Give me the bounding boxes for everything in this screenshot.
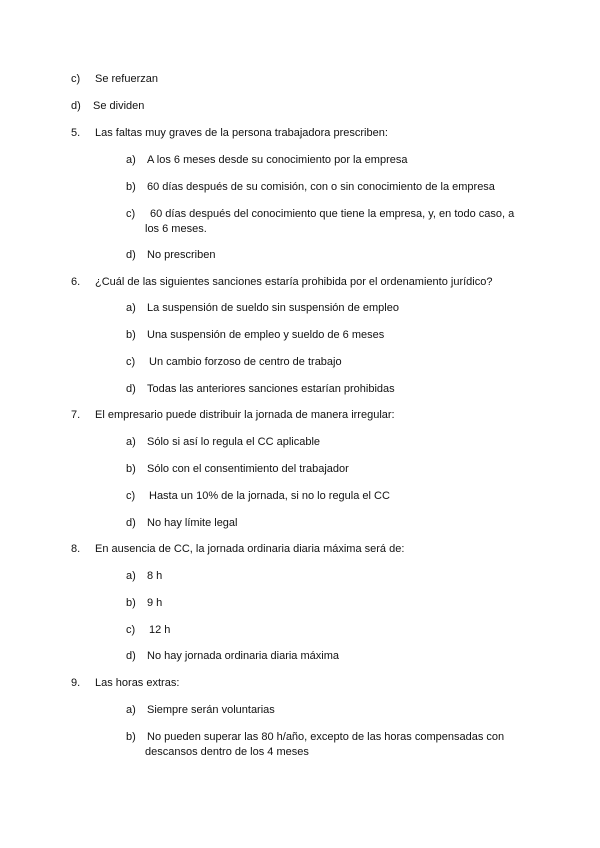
option-marker: b)	[126, 329, 136, 341]
option-marker: c)	[126, 624, 136, 636]
option-marker: d)	[126, 249, 136, 261]
option-marker: a)	[126, 436, 136, 448]
question-text: El empresario puede distribuir la jornada de manera irregular:	[95, 409, 395, 421]
option-text: 12 h	[149, 624, 171, 636]
option-marker: d)	[126, 383, 136, 395]
option-marker: b)	[126, 463, 136, 475]
question-number: 9.	[71, 677, 81, 689]
option-marker: b)	[126, 597, 136, 609]
option-marker: a)	[126, 704, 136, 716]
option-marker: d)	[126, 517, 136, 529]
option-text: No pueden superar las 80 h/año, excepto de las horas compensadas con	[147, 731, 505, 743]
option-text: 8 h	[147, 570, 163, 582]
question-text: En ausencia de CC, la jornada ordinaria diaria máxima será de:	[95, 543, 405, 555]
option-marker: b)	[126, 181, 136, 193]
option-text: A los 6 meses desde su conocimiento por la empresa	[147, 154, 408, 166]
question-number: 5.	[71, 127, 81, 139]
option-text: Se refuerzan	[95, 73, 158, 85]
question-text: Las horas extras:	[95, 677, 180, 689]
question-text: Las faltas muy graves de la persona trabajadora prescriben:	[95, 127, 388, 139]
option-text: No hay jornada ordinaria diaria máxima	[147, 650, 339, 662]
option-text: Hasta un 10% de la jornada, si no lo regula el CC	[149, 490, 390, 502]
option-text: La suspensión de sueldo sin suspensión de empleo	[147, 302, 399, 314]
option-marker: c)	[126, 490, 136, 502]
option-marker: d)	[126, 650, 136, 662]
option-text: No prescriben	[147, 249, 216, 261]
option-marker: c)	[126, 208, 136, 220]
option-text: No hay límite legal	[147, 517, 238, 529]
option-text: Siempre serán voluntarias	[147, 704, 275, 716]
option-text: Una suspensión de empleo y sueldo de 6 meses	[147, 329, 385, 341]
option-text: Sólo con el consentimiento del trabajador	[147, 463, 349, 475]
question-number: 8.	[71, 543, 81, 555]
question-number: 7.	[71, 409, 81, 421]
option-text: Se dividen	[93, 100, 145, 112]
option-text: 9 h	[147, 597, 163, 609]
question-text: ¿Cuál de las siguientes sanciones estaría prohibida por el ordenamiento jurídico?	[95, 276, 493, 288]
option-text-continuation: los 6 meses.	[145, 223, 207, 235]
option-text: Todas las anteriores sanciones estarían prohibidas	[147, 383, 395, 395]
option-marker: d)	[71, 100, 81, 112]
option-marker: a)	[126, 154, 136, 166]
option-text: 60 días después de su comisión, con o sin conocimiento de la empresa	[147, 181, 495, 193]
option-text: Sólo si así lo regula el CC aplicable	[147, 436, 321, 448]
option-marker: a)	[126, 302, 136, 314]
option-marker: a)	[126, 570, 136, 582]
option-text-continuation: descansos dentro de los 4 meses	[145, 746, 309, 758]
question-number: 6.	[71, 276, 81, 288]
option-text: 60 días después del conocimiento que tiene la empresa, y, en todo caso, a	[150, 208, 515, 220]
option-marker: c)	[126, 356, 136, 368]
option-marker: b)	[126, 731, 136, 743]
option-text: Un cambio forzoso de centro de trabajo	[149, 356, 342, 368]
option-marker: c)	[71, 73, 81, 85]
